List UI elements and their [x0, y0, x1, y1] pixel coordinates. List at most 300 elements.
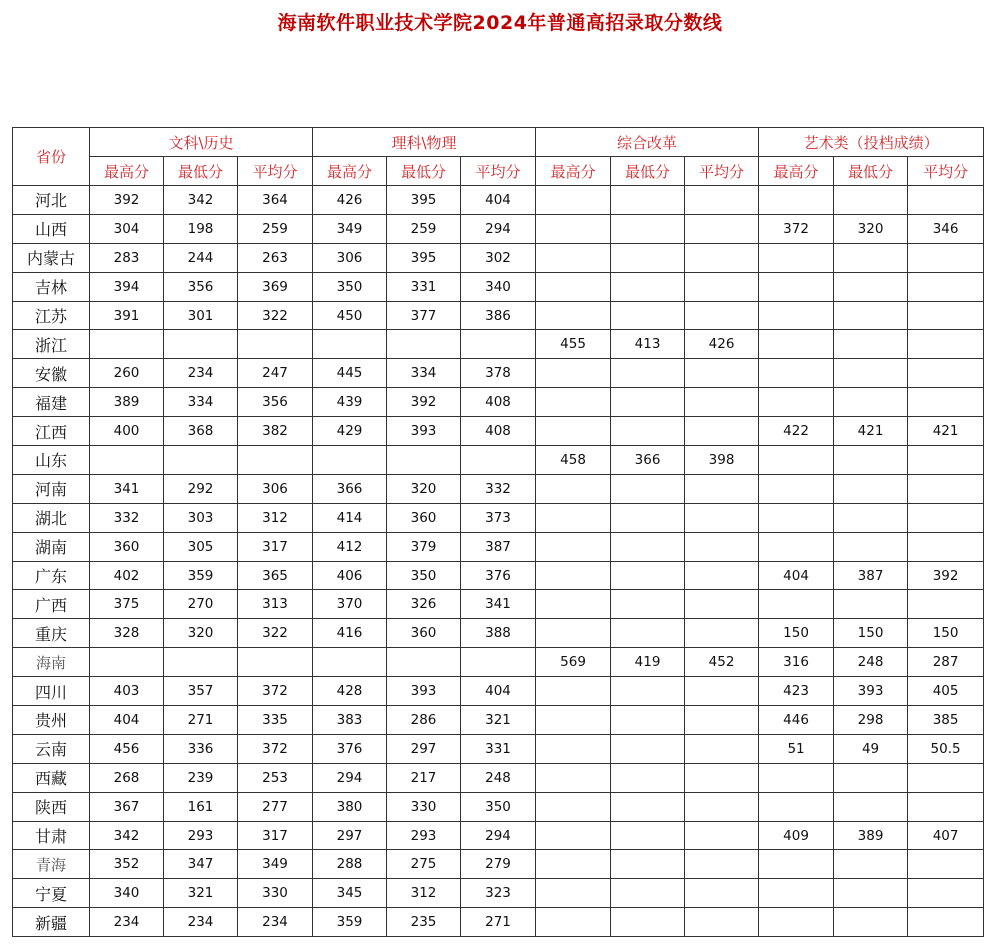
score-cell: 446	[759, 706, 834, 735]
table-row	[13, 417, 984, 446]
score-cell	[685, 821, 759, 850]
score-cell: 350	[313, 272, 387, 301]
score-cell: 439	[313, 388, 387, 417]
score-cell	[536, 532, 611, 561]
score-cell: 150	[908, 619, 984, 648]
score-cell	[908, 388, 984, 417]
score-cell	[908, 532, 984, 561]
score-cell: 387	[461, 532, 536, 561]
score-cell: 341	[90, 474, 164, 503]
score-cell	[536, 850, 611, 879]
score-cell	[611, 561, 685, 590]
score-cell: 395	[387, 186, 461, 215]
score-cell	[536, 301, 611, 330]
score-cell	[834, 503, 908, 532]
score-cell	[611, 677, 685, 706]
score-cell: 234	[238, 908, 313, 937]
score-cell	[90, 330, 164, 359]
score-cell: 317	[238, 532, 313, 561]
score-cell: 395	[387, 243, 461, 272]
score-cell	[536, 388, 611, 417]
score-cell	[685, 301, 759, 330]
score-cell	[685, 532, 759, 561]
score-cell: 294	[461, 821, 536, 850]
score-cell: 422	[759, 417, 834, 446]
score-cell	[759, 590, 834, 619]
score-cell	[611, 214, 685, 243]
score-cell	[908, 243, 984, 272]
sub-header-avg: 平均分	[685, 157, 759, 186]
score-cell: 279	[461, 850, 536, 879]
score-cell: 429	[313, 417, 387, 446]
score-cell: 414	[313, 503, 387, 532]
score-cell	[908, 446, 984, 475]
score-cell	[908, 330, 984, 359]
score-cell: 293	[164, 821, 238, 850]
score-cell	[536, 821, 611, 850]
score-cell	[685, 214, 759, 243]
score-cell	[908, 474, 984, 503]
score-cell: 332	[90, 503, 164, 532]
score-cell	[536, 734, 611, 763]
sub-header-min: 最低分	[387, 157, 461, 186]
score-cell: 352	[90, 850, 164, 879]
score-cell: 334	[164, 388, 238, 417]
score-cell: 340	[90, 879, 164, 908]
score-cell	[164, 446, 238, 475]
score-cell: 322	[238, 619, 313, 648]
score-cell	[685, 474, 759, 503]
score-cell: 360	[387, 619, 461, 648]
province-header: 省份	[13, 128, 90, 186]
score-cell	[908, 763, 984, 792]
table-row	[13, 734, 984, 763]
province-cell: 福建	[13, 388, 90, 417]
score-cell	[685, 186, 759, 215]
score-cell	[611, 850, 685, 879]
score-cell: 297	[313, 821, 387, 850]
score-cell	[834, 301, 908, 330]
province-cell: 江苏	[13, 301, 90, 330]
score-cell: 382	[238, 417, 313, 446]
score-cell: 321	[164, 879, 238, 908]
score-cell: 342	[90, 821, 164, 850]
score-cell	[685, 677, 759, 706]
score-cell: 347	[164, 850, 238, 879]
score-cell: 408	[461, 417, 536, 446]
province-cell: 甘肃	[13, 821, 90, 850]
province-cell: 西藏	[13, 763, 90, 792]
score-cell: 404	[759, 561, 834, 590]
score-cell	[611, 503, 685, 532]
score-cell: 365	[238, 561, 313, 590]
score-cell	[834, 590, 908, 619]
score-cell: 271	[461, 908, 536, 937]
score-cell: 270	[164, 590, 238, 619]
score-cell: 350	[387, 561, 461, 590]
score-cell: 428	[313, 677, 387, 706]
province-cell: 江西	[13, 417, 90, 446]
score-cell	[759, 388, 834, 417]
table-row	[13, 186, 984, 215]
score-cell: 260	[90, 359, 164, 388]
score-cell: 393	[387, 417, 461, 446]
score-cell	[536, 214, 611, 243]
score-cell: 421	[834, 417, 908, 446]
table-row	[13, 388, 984, 417]
score-cell: 405	[908, 677, 984, 706]
score-cell: 349	[313, 214, 387, 243]
score-cell: 398	[685, 446, 759, 475]
group-header-arts: 艺术类（投档成绩）	[759, 128, 984, 157]
score-cell	[461, 446, 536, 475]
score-cell	[611, 879, 685, 908]
score-cell: 455	[536, 330, 611, 359]
score-cell	[834, 763, 908, 792]
score-cell: 239	[164, 763, 238, 792]
score-cell: 356	[238, 388, 313, 417]
score-cell: 413	[611, 330, 685, 359]
score-cell	[685, 908, 759, 937]
score-cell: 198	[164, 214, 238, 243]
province-cell: 山西	[13, 214, 90, 243]
score-cell: 259	[387, 214, 461, 243]
score-cell	[834, 243, 908, 272]
score-cell	[759, 474, 834, 503]
score-cell	[536, 243, 611, 272]
score-cell	[90, 446, 164, 475]
score-cell	[759, 301, 834, 330]
score-cell	[685, 590, 759, 619]
score-cell	[387, 446, 461, 475]
score-cell: 389	[834, 821, 908, 850]
score-cell: 376	[313, 734, 387, 763]
score-cell: 450	[313, 301, 387, 330]
score-cell	[834, 879, 908, 908]
score-cell	[611, 474, 685, 503]
score-cell	[611, 359, 685, 388]
score-cell: 331	[461, 734, 536, 763]
score-cell	[908, 590, 984, 619]
score-cell: 392	[908, 561, 984, 590]
score-cell: 372	[238, 677, 313, 706]
score-cell: 306	[238, 474, 313, 503]
score-cell	[611, 388, 685, 417]
score-cell	[461, 330, 536, 359]
score-cell	[611, 272, 685, 301]
province-cell: 贵州	[13, 706, 90, 735]
table-row	[13, 850, 984, 879]
score-cell: 404	[461, 677, 536, 706]
score-cell	[164, 648, 238, 677]
score-cell: 393	[834, 677, 908, 706]
score-cell: 359	[164, 561, 238, 590]
province-cell: 宁夏	[13, 879, 90, 908]
score-cell	[238, 648, 313, 677]
score-cell	[461, 648, 536, 677]
score-cell: 391	[90, 301, 164, 330]
score-cell: 456	[90, 734, 164, 763]
score-cell: 283	[90, 243, 164, 272]
score-cell	[238, 446, 313, 475]
score-cell: 234	[90, 908, 164, 937]
score-cell: 305	[164, 532, 238, 561]
score-cell	[536, 359, 611, 388]
table-row	[13, 330, 984, 359]
province-cell: 山东	[13, 446, 90, 475]
score-cell	[685, 792, 759, 821]
score-cell: 234	[164, 908, 238, 937]
score-cell	[387, 330, 461, 359]
score-cell: 326	[387, 590, 461, 619]
score-cell	[834, 186, 908, 215]
score-cell: 330	[238, 879, 313, 908]
score-cell	[536, 619, 611, 648]
score-cell: 342	[164, 186, 238, 215]
score-cell: 312	[238, 503, 313, 532]
score-cell: 235	[387, 908, 461, 937]
table-row	[13, 677, 984, 706]
province-cell: 海南	[13, 648, 90, 677]
score-cell: 407	[908, 821, 984, 850]
score-cell: 330	[387, 792, 461, 821]
table-row	[13, 474, 984, 503]
province-cell: 吉林	[13, 272, 90, 301]
score-cell: 253	[238, 763, 313, 792]
score-cell: 322	[238, 301, 313, 330]
score-cell: 368	[164, 417, 238, 446]
province-cell: 新疆	[13, 908, 90, 937]
table-row	[13, 590, 984, 619]
score-cell	[685, 272, 759, 301]
score-cell: 297	[387, 734, 461, 763]
table-row	[13, 503, 984, 532]
score-cell	[834, 532, 908, 561]
score-cell	[908, 301, 984, 330]
score-cell	[685, 706, 759, 735]
score-cell: 234	[164, 359, 238, 388]
score-cell	[908, 850, 984, 879]
score-cell: 306	[313, 243, 387, 272]
sub-header-max: 最高分	[90, 157, 164, 186]
score-cell: 341	[461, 590, 536, 619]
score-cell	[536, 763, 611, 792]
score-cell	[536, 561, 611, 590]
score-cell	[611, 186, 685, 215]
score-cell	[536, 474, 611, 503]
score-cell: 426	[685, 330, 759, 359]
score-cell: 336	[164, 734, 238, 763]
score-cell: 402	[90, 561, 164, 590]
score-cell	[685, 850, 759, 879]
score-cell	[685, 619, 759, 648]
table-row	[13, 272, 984, 301]
score-cell	[611, 619, 685, 648]
score-cell: 150	[834, 619, 908, 648]
score-cell	[611, 417, 685, 446]
score-cell: 288	[313, 850, 387, 879]
score-cell: 323	[461, 879, 536, 908]
score-cell: 369	[238, 272, 313, 301]
score-cell	[908, 792, 984, 821]
score-cell: 376	[461, 561, 536, 590]
province-cell: 广西	[13, 590, 90, 619]
score-cell	[759, 503, 834, 532]
score-cell: 301	[164, 301, 238, 330]
score-cell	[536, 706, 611, 735]
table-row	[13, 532, 984, 561]
score-cell: 294	[313, 763, 387, 792]
sub-header-min: 最低分	[834, 157, 908, 186]
score-cell	[759, 186, 834, 215]
score-cell	[759, 763, 834, 792]
score-cell: 302	[461, 243, 536, 272]
province-cell: 陕西	[13, 792, 90, 821]
admission-score-table	[12, 127, 984, 937]
score-cell: 303	[164, 503, 238, 532]
score-cell: 294	[461, 214, 536, 243]
score-cell: 408	[461, 388, 536, 417]
province-cell: 河南	[13, 474, 90, 503]
group-header-comprehensive-reform: 综合改革	[536, 128, 759, 157]
score-cell: 569	[536, 648, 611, 677]
score-cell	[834, 359, 908, 388]
score-cell: 385	[908, 706, 984, 735]
score-cell: 379	[387, 532, 461, 561]
score-cell	[387, 648, 461, 677]
score-cell: 367	[90, 792, 164, 821]
score-cell: 360	[387, 503, 461, 532]
sub-header-avg: 平均分	[238, 157, 313, 186]
score-cell	[313, 648, 387, 677]
table-row	[13, 214, 984, 243]
table-row	[13, 619, 984, 648]
province-cell: 湖北	[13, 503, 90, 532]
score-cell: 244	[164, 243, 238, 272]
score-cell	[685, 503, 759, 532]
score-cell	[759, 908, 834, 937]
score-cell: 271	[164, 706, 238, 735]
score-cell	[685, 359, 759, 388]
score-cell: 394	[90, 272, 164, 301]
province-cell: 安徽	[13, 359, 90, 388]
score-cell	[611, 706, 685, 735]
score-cell	[611, 821, 685, 850]
score-cell	[238, 330, 313, 359]
score-cell: 292	[164, 474, 238, 503]
score-cell	[908, 186, 984, 215]
sub-header-max: 最高分	[313, 157, 387, 186]
score-cell	[685, 417, 759, 446]
score-cell: 277	[238, 792, 313, 821]
table-row	[13, 821, 984, 850]
score-cell: 340	[461, 272, 536, 301]
score-cell: 388	[461, 619, 536, 648]
score-cell	[313, 446, 387, 475]
group-header-liberal-arts: 文科\历史	[90, 128, 313, 157]
table-body	[13, 186, 984, 937]
score-cell: 248	[461, 763, 536, 792]
score-cell: 378	[461, 359, 536, 388]
score-cell: 320	[834, 214, 908, 243]
score-cell	[759, 330, 834, 359]
score-cell: 356	[164, 272, 238, 301]
score-cell	[834, 272, 908, 301]
sub-header-avg: 平均分	[461, 157, 536, 186]
score-cell	[536, 590, 611, 619]
score-cell: 313	[238, 590, 313, 619]
score-cell	[536, 792, 611, 821]
province-cell: 湖南	[13, 532, 90, 561]
score-cell	[611, 532, 685, 561]
score-cell: 286	[387, 706, 461, 735]
score-cell	[759, 359, 834, 388]
score-cell: 345	[313, 879, 387, 908]
score-cell: 423	[759, 677, 834, 706]
score-cell: 392	[90, 186, 164, 215]
score-cell: 349	[238, 850, 313, 879]
score-cell: 150	[759, 619, 834, 648]
sub-header-max: 最高分	[759, 157, 834, 186]
score-cell	[759, 446, 834, 475]
score-cell: 421	[908, 417, 984, 446]
province-cell: 内蒙古	[13, 243, 90, 272]
score-cell: 317	[238, 821, 313, 850]
score-cell: 217	[387, 763, 461, 792]
score-cell: 404	[461, 186, 536, 215]
score-cell	[611, 734, 685, 763]
score-cell	[685, 763, 759, 792]
score-cell: 393	[387, 677, 461, 706]
score-cell: 259	[238, 214, 313, 243]
score-cell: 406	[313, 561, 387, 590]
table-row	[13, 792, 984, 821]
score-cell: 364	[238, 186, 313, 215]
score-cell: 247	[238, 359, 313, 388]
score-cell	[611, 243, 685, 272]
score-cell	[759, 532, 834, 561]
score-cell: 263	[238, 243, 313, 272]
score-cell: 275	[387, 850, 461, 879]
sub-header-max: 最高分	[536, 157, 611, 186]
score-cell: 350	[461, 792, 536, 821]
score-cell	[611, 301, 685, 330]
score-cell: 372	[238, 734, 313, 763]
group-header-science: 理科\物理	[313, 128, 536, 157]
score-cell: 328	[90, 619, 164, 648]
table-row	[13, 706, 984, 735]
score-cell: 426	[313, 186, 387, 215]
score-cell: 387	[834, 561, 908, 590]
score-cell: 331	[387, 272, 461, 301]
table-row	[13, 446, 984, 475]
score-cell: 377	[387, 301, 461, 330]
province-cell: 云南	[13, 734, 90, 763]
score-cell: 412	[313, 532, 387, 561]
province-cell: 浙江	[13, 330, 90, 359]
score-cell	[685, 561, 759, 590]
table-row	[13, 879, 984, 908]
province-cell: 重庆	[13, 619, 90, 648]
score-cell	[908, 879, 984, 908]
score-cell: 298	[834, 706, 908, 735]
score-cell: 386	[461, 301, 536, 330]
province-cell: 青海	[13, 850, 90, 879]
province-cell: 四川	[13, 677, 90, 706]
table-row	[13, 561, 984, 590]
score-cell	[908, 359, 984, 388]
sub-header-avg: 平均分	[908, 157, 984, 186]
